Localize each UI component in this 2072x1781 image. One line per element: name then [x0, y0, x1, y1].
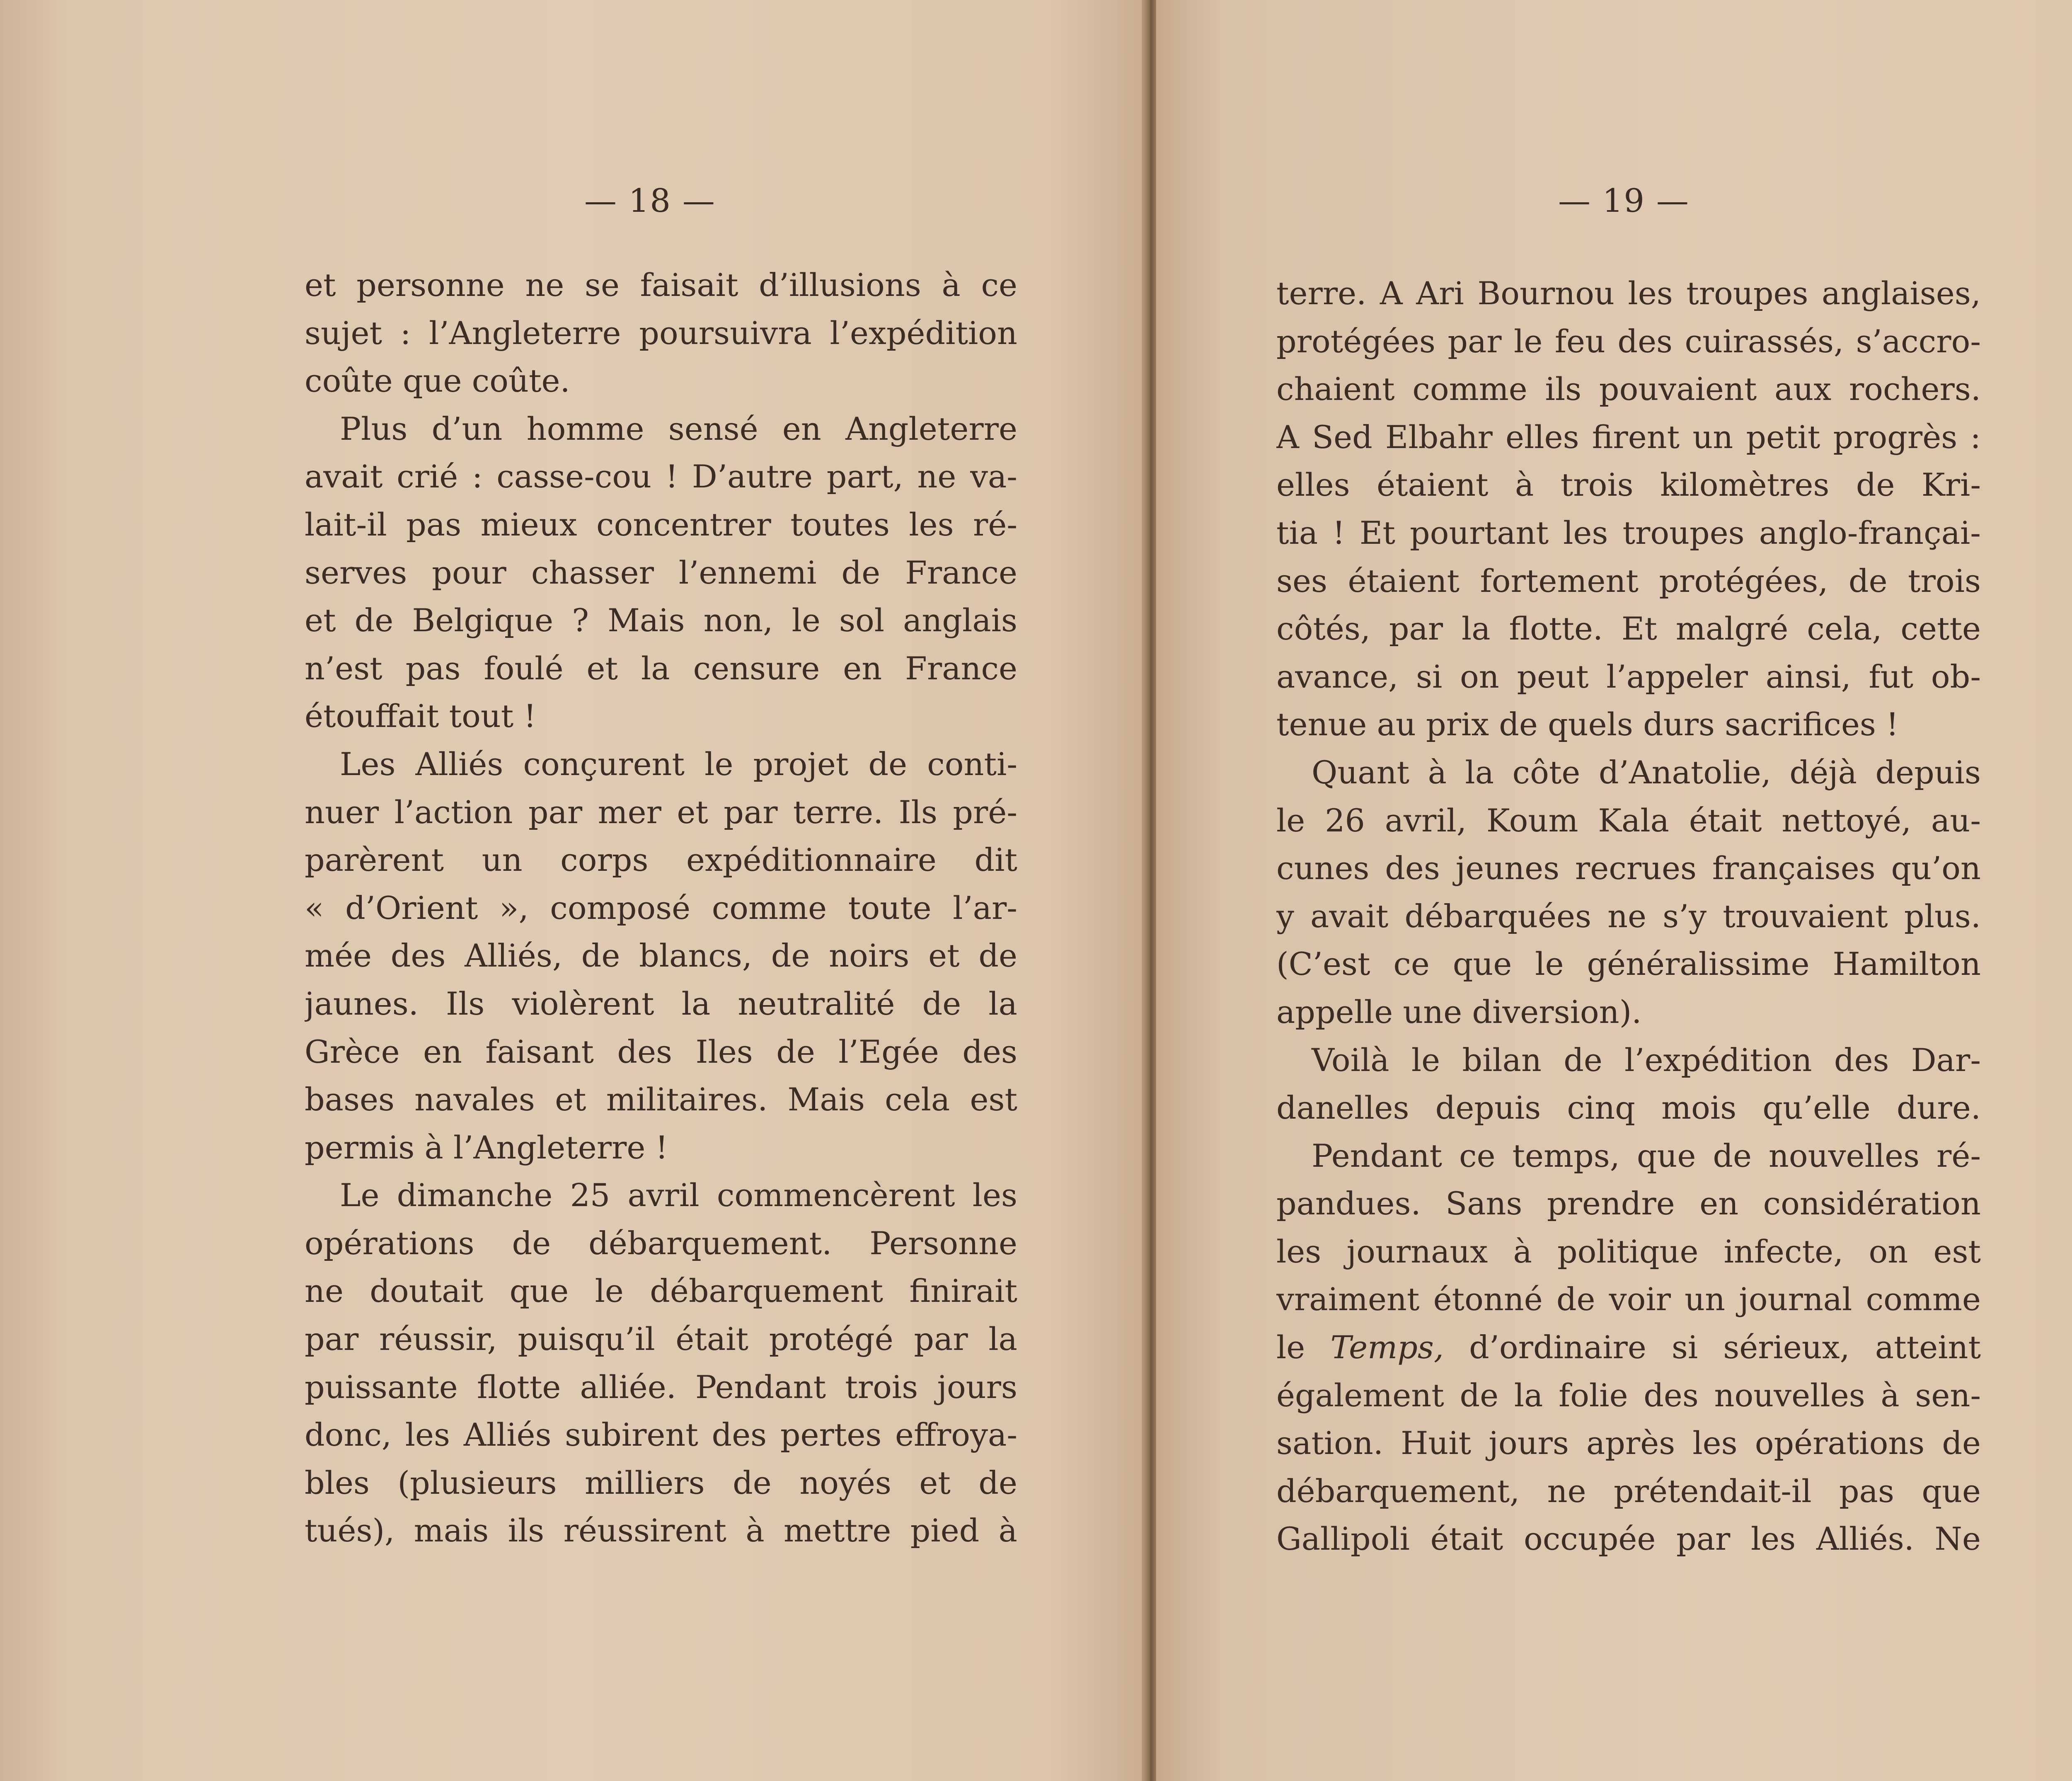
text-line: tenue au prix de quels durs sacrifices !: [1276, 706, 1899, 743]
text-line: permis à l’Angleterre !: [305, 1129, 668, 1166]
text-line: cunes des jeunes recrues françaises qu’on: [1276, 850, 1981, 887]
text-line: coûte que coûte.: [305, 362, 570, 400]
text-line: mée des Alliés, de blancs, de noirs et de: [305, 937, 1017, 974]
text-line: Les Alliés conçurent le projet de conti-: [340, 745, 1017, 783]
text-line: lait-il pas mieux concentrer toutes les ré-: [305, 506, 1017, 543]
text-line: nuer l’action par mer et par terre. Ils pré-: [305, 793, 1017, 831]
text-line: chaient comme ils pouvaient aux rochers.: [1276, 371, 1981, 408]
text-line: appelle une diversion).: [1276, 993, 1642, 1030]
text-line: parèrent un corps expéditionnaire dit: [305, 841, 1017, 879]
text-line: bles (plusieurs milliers de noyés et de: [305, 1464, 1017, 1501]
text-line: sation. Huit jours après les opérations de: [1276, 1425, 1981, 1462]
text-line: (C’est ce que le généralissime Hamilton: [1276, 945, 1981, 983]
text-line: serves pour chasser l’ennemi de France: [305, 554, 1017, 591]
text-line: donc, les Alliés subirent des pertes effroya-: [305, 1416, 1017, 1454]
text-line: Gallipoli était occupée par les Alliés. Ne: [1276, 1520, 1981, 1558]
text-line: puissante flotte alliée. Pendant trois jours: [305, 1368, 1017, 1405]
text-line: elles étaient à trois kilomètres de Kri-: [1276, 466, 1981, 504]
text-line: ne doutait que le débarquement finirait: [305, 1272, 1017, 1310]
text-line: Le dimanche 25 avril commencèrent les: [340, 1177, 1017, 1214]
text-line: les journaux à politique infecte, on est: [1276, 1233, 1981, 1270]
text-line: tia ! Et pourtant les troupes anglo-françai-: [1276, 514, 1981, 551]
right-page: [1156, 0, 2072, 1781]
text-segment: le: [1276, 1329, 1305, 1366]
text-line: ses étaient fortement protégées, de trois: [1276, 562, 1981, 599]
text-line: par réussir, puisqu’il était protégé par la: [305, 1321, 1017, 1358]
text-line: protégées par le feu des cuirassés, s’accro-: [1276, 322, 1981, 360]
left-page-text: [305, 261, 1017, 1555]
text-line: terre. A Ari Bournou les troupes anglaises,: [1276, 275, 1981, 312]
newspaper-title: Temps,: [1330, 1329, 1444, 1366]
text-segment: d’ordinaire si sérieux, atteint: [1469, 1329, 1981, 1366]
text-line: étouffait tout !: [305, 698, 537, 735]
book-gutter: [1142, 0, 1158, 1781]
text-line: Quant à la côte d’Anatolie, déjà depuis: [1312, 754, 1981, 791]
text-line: pandues. Sans prendre en considération: [1276, 1185, 1981, 1222]
text-line: côtés, par la flotte. Et malgré cela, cette: [1276, 610, 1981, 647]
page-number-18: — 18 —: [584, 182, 716, 220]
text-line: Pendant ce temps, que de nouvelles ré-: [1312, 1137, 1981, 1174]
text-line: Grèce en faisant des Iles de l’Egée des: [305, 1033, 1017, 1070]
text-line: sujet : l’Angleterre poursuivra l’expédition: [305, 314, 1017, 351]
text-line: débarquement, ne prétendait-il pas que: [1276, 1472, 1981, 1510]
text-line: également de la folie des nouvelles à sen-: [1276, 1376, 1981, 1414]
text-line: et de Belgique ? Mais non, le sol anglais: [305, 602, 1017, 639]
page-number-19: — 19 —: [1558, 182, 1690, 220]
text-line: le 26 avril, Koum Kala était nettoyé, au-: [1276, 802, 1981, 839]
text-line: Voilà le bilan de l’expédition des Dar-: [1312, 1041, 1981, 1078]
text-line: Plus d’un homme sensé en Angleterre: [340, 410, 1017, 447]
text-line: vraiment étonné de voir un journal comme: [1276, 1281, 1981, 1318]
right-page-text: [1276, 269, 1981, 1563]
text-line: A Sed Elbahr elles firent un petit progrès :: [1276, 418, 1981, 456]
text-line: « d’Orient », composé comme toute l’ar-: [305, 889, 1017, 926]
text-line: avance, si on peut l’appeler ainsi, fut ob-: [1276, 658, 1981, 695]
text-line: avait crié : casse-cou ! D’autre part, ne va-: [305, 458, 1017, 495]
text-line: bases navales et militaires. Mais cela est: [305, 1081, 1017, 1118]
text-line: jaunes. Ils violèrent la neutralité de la: [305, 985, 1017, 1022]
text-line: opérations de débarquement. Personne: [305, 1224, 1017, 1262]
text-line: danelles depuis cinq mois qu’elle dure.: [1276, 1089, 1981, 1127]
text-line: y avait débarquées ne s’y trouvaient plus.: [1276, 897, 1981, 935]
text-line: et personne ne se faisait d’illusions à ce: [305, 267, 1017, 303]
text-line: n’est pas foulé et la censure en France: [305, 649, 1017, 687]
text-line: tués), mais ils réussirent à mettre pied à: [305, 1512, 1017, 1549]
text-line-mixed: [1276, 1323, 1981, 1371]
